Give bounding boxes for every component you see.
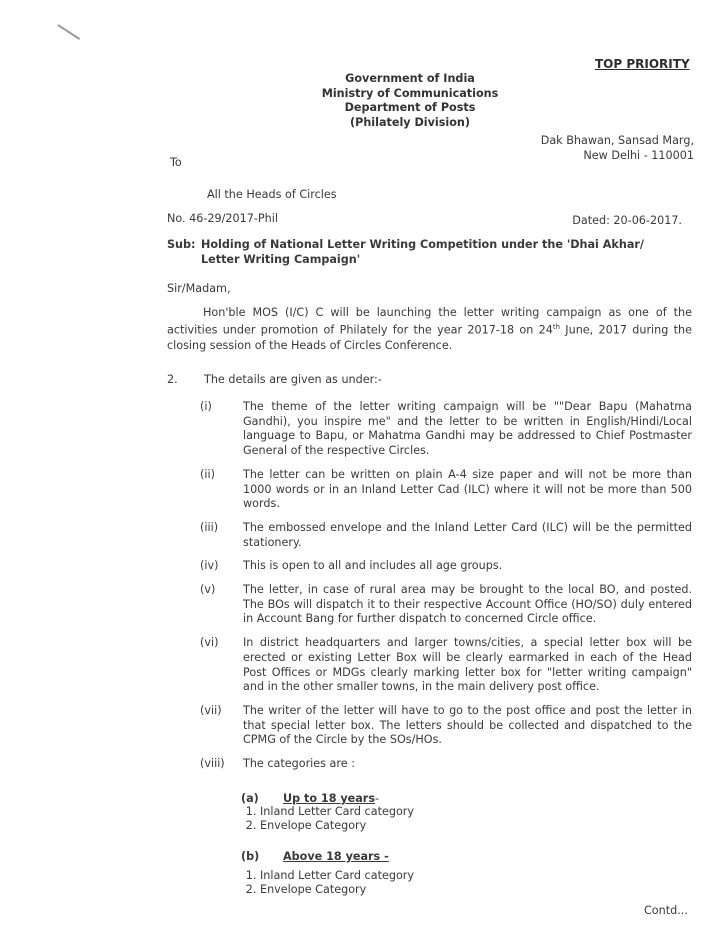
item-number: (i): [200, 400, 212, 413]
item-text: The embossed envelope and the Inland Letter Card (ILC) will be the permitted stationery.: [243, 520, 692, 549]
paragraph-number: 2.: [167, 373, 178, 386]
scan-mark: [58, 24, 81, 39]
item-text: The letter, in case of rural area may be brought to the local BO, and posted. The BOs will dispatch it to their respective Account Office (HO/SO) duly entered in Account Bang for further dispatch to concerned Circle office.: [243, 583, 692, 626]
category-entries: [241, 805, 414, 832]
salutation: Sir/Madam,: [167, 282, 231, 295]
paragraph-2: [167, 373, 382, 386]
category-heading: [241, 850, 414, 863]
subject-text-cont: Letter Writing Campaign': [201, 253, 361, 266]
list-item: [200, 583, 692, 627]
category-title: Above 18 years -: [283, 850, 389, 863]
item-number: (ii): [200, 467, 215, 481]
subject-text: Holding of National Letter Writing Competition under the 'Dhai Akhar/: [201, 238, 644, 251]
category-suffix: -: [375, 792, 380, 805]
list-item: [200, 521, 692, 550]
subject: [167, 237, 692, 267]
category-entry: 1. Inland Letter Card category: [260, 869, 414, 883]
item-number: (vi): [200, 636, 219, 650]
date: Dated: 20-06-2017.: [572, 214, 682, 227]
paragraph-text: June, 2017 during the closing session of the Heads of Circles Conference.: [167, 323, 692, 352]
continued-note: Contd...: [644, 904, 688, 917]
to-label: To: [170, 156, 182, 169]
item-text: The letter can be written on plain A-4 size paper and will not be more than 1000 words or in an Inland Letter Cad (ILC) where it will not be more than 500 words.: [243, 467, 692, 511]
priority-label: TOP PRIORITY: [595, 57, 690, 71]
letterhead-line: (Philately Division): [350, 115, 470, 129]
paragraph-1: [167, 305, 692, 353]
category-entry: 1. Inland Letter Card category: [260, 805, 414, 819]
reference-number: No. 46-29/2017-Phil: [167, 212, 278, 225]
list-item: [200, 400, 692, 459]
item-text: The theme of the letter writing campaign will be ""Dear Bapu (Mahatma Gandhi), you inspire me" and the letter to be written in English/Hindi/Local language to Bapu, or Mahatma Gandhi may be addressed to Chief Postmaster General of the respective Circles.: [243, 400, 692, 458]
category-entry: 2. Envelope Category: [260, 883, 414, 897]
item-text: The categories are :: [243, 757, 355, 771]
list-item: [200, 636, 692, 695]
list-item: [200, 559, 692, 574]
address-line: New Delhi - 110001: [583, 149, 694, 162]
item-number: (vii): [200, 703, 222, 717]
sender-address: [541, 133, 694, 163]
letterhead-line: Ministry of Communications: [321, 86, 499, 100]
category-heading: [241, 792, 414, 805]
item-text: In district headquarters and larger towns/cities, a special letter box will be erected or existing Letter Box will be clearly earmarked in each of the Head Post Offices or MDGs clearly marking letter box for "letter writing campaign" and in the other smaller towns, in the main delivery post office.: [243, 636, 692, 694]
item-number: (viii): [200, 757, 225, 771]
category-entries: [241, 869, 414, 896]
category-a: [241, 792, 414, 832]
letterhead-line: Government of India: [345, 72, 475, 85]
paragraph-text: Hon'ble MOS (I/C) C will be launching the letter writing campaign as one of the activities under promotion of Philately for the year 2017-18 on 24: [167, 306, 692, 337]
letterhead: [300, 72, 520, 130]
item-number: (iv): [200, 559, 219, 573]
subject-label: Sub:: [167, 238, 196, 251]
category-entry: 2. Envelope Category: [260, 819, 414, 833]
list-item: [200, 757, 692, 772]
addressee: All the Heads of Circles: [207, 188, 337, 201]
list-item: [200, 468, 692, 512]
address-line: Dak Bhawan, Sansad Marg,: [540, 134, 694, 147]
list-item: [200, 704, 692, 748]
details-list: [200, 400, 692, 781]
category-b: [241, 850, 414, 896]
category-letter: (b): [241, 850, 260, 863]
category-letter: (a): [241, 792, 259, 805]
item-number: (v): [200, 583, 216, 597]
category-title: Up to 18 years: [283, 792, 375, 805]
item-text: The writer of the letter will have to go to the post office and post the letter in that special letter box. The letters should be collected and dispatched to the CPMG of the Circle by the SOs/HOs.: [243, 703, 692, 747]
paragraph-text: The details are given as under:-: [204, 373, 382, 386]
item-text: This is open to all and includes all age groups.: [243, 559, 503, 573]
letterhead-line: Department of Posts: [344, 101, 476, 114]
superscript: th: [552, 323, 561, 331]
item-number: (iii): [200, 520, 219, 534]
